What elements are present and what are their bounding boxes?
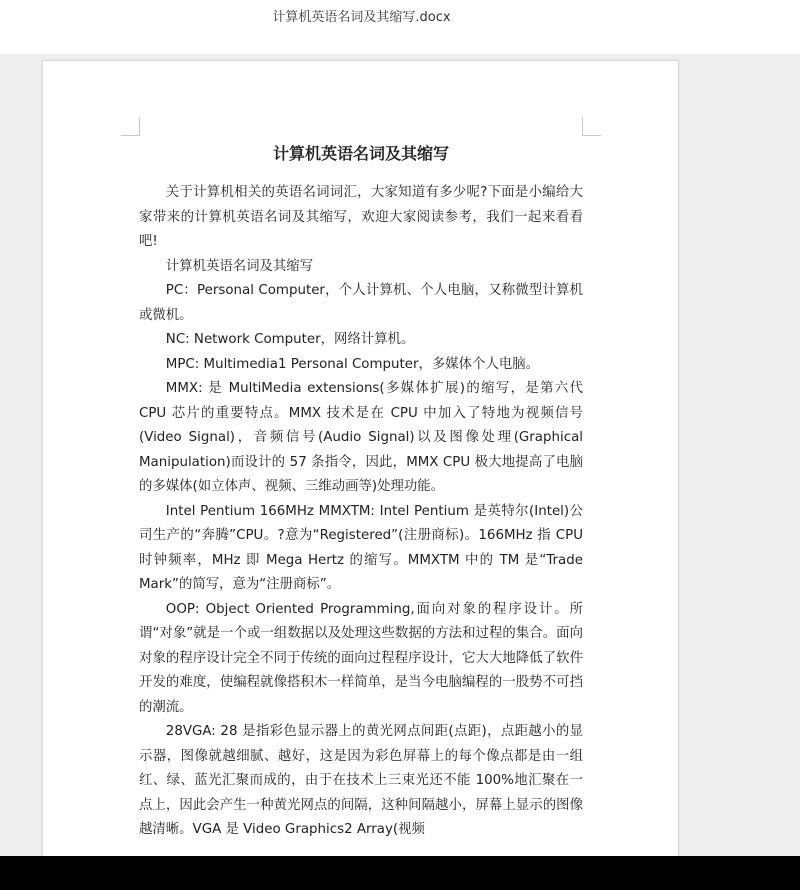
paragraph: Intel Pentium 166MHz MMXTM: Intel Pentium 是英特尔(Intel)公司生产的“奔腾”CPU。?意为“Registered”(注册商标)。166MHz 指 CPU 时钟频率，MHz 即 Mega Hertz 的缩写。MMXTM 中的 TM 是“Trade Mark”的简写，意为“注册商标”。: [139, 503, 583, 592]
paragraph: 计算机英语名词及其缩写: [165, 258, 314, 274]
paragraph: PC：Personal Computer，个人计算机、个人电脑，又称微型计算机或微机。: [139, 283, 583, 323]
margin-corner-top-left: [121, 117, 140, 136]
margin-corner-top-right: [582, 117, 601, 136]
document-page: [42, 60, 679, 862]
document-body: [139, 181, 583, 843]
document-heading: 计算机英语名词及其缩写: [272, 144, 449, 163]
document-title: 计算机英语名词及其缩写.docx: [272, 10, 451, 25]
paragraph: 28VGA: 28 是指彩色显示器上的黄光网点间距(点距)，点距越小的显示器，图像就越细腻、越好，这是因为彩色屏幕上的每个像点都是由一组红、绿、蓝光汇聚而成的，由于在技术上三束光还不能 100%地汇聚在一点上，因此会产生一种黄光网点的间隔，这种间隔越小，屏幕上显示的图像越清晰。VGA 是 Video Graphics2 Array(视频: [139, 724, 583, 837]
paragraph: OOP: Object Oriented Programming,面向对象的程序设计。所谓“对象”就是一个或一组数据以及处理这些数据的方法和过程的集合。面向对象的程序设计完全不同于传统的面向过程程序设计，它大大地降低了软件开发的难度，使编程就像搭积木一样简单，是当今电脑编程的一股势不可挡的潮流。: [139, 601, 583, 715]
paragraph: MPC: Multimedia1 Personal Computer，多媒体个人电脑。: [165, 356, 540, 372]
bottom-bar: [0, 856, 800, 890]
paragraph: NC: Network Computer，网络计算机。: [165, 332, 415, 347]
title-bar: [0, 0, 800, 54]
paragraph: MMX: 是 MultiMedia extensions(多媒体扩展)的缩写，是第六代 CPU 芯片的重要特点。MMX 技术是在 CPU 中加入了特地为视频信号(Video Signal)，音频信号(Audio Signal)以及图像处理(Graphical Manipulation)而设计的 57 条指令，因此，MMX CPU 极大地提高了电脑的多媒体(如立体声、视频、三维动画等)处理功能。: [139, 381, 583, 494]
paragraph: 关于计算机相关的英语名词词汇，大家知道有多少呢?下面是小编给大家带来的计算机英语名词及其缩写，欢迎大家阅读参考，我们一起来看看吧!: [139, 185, 583, 249]
